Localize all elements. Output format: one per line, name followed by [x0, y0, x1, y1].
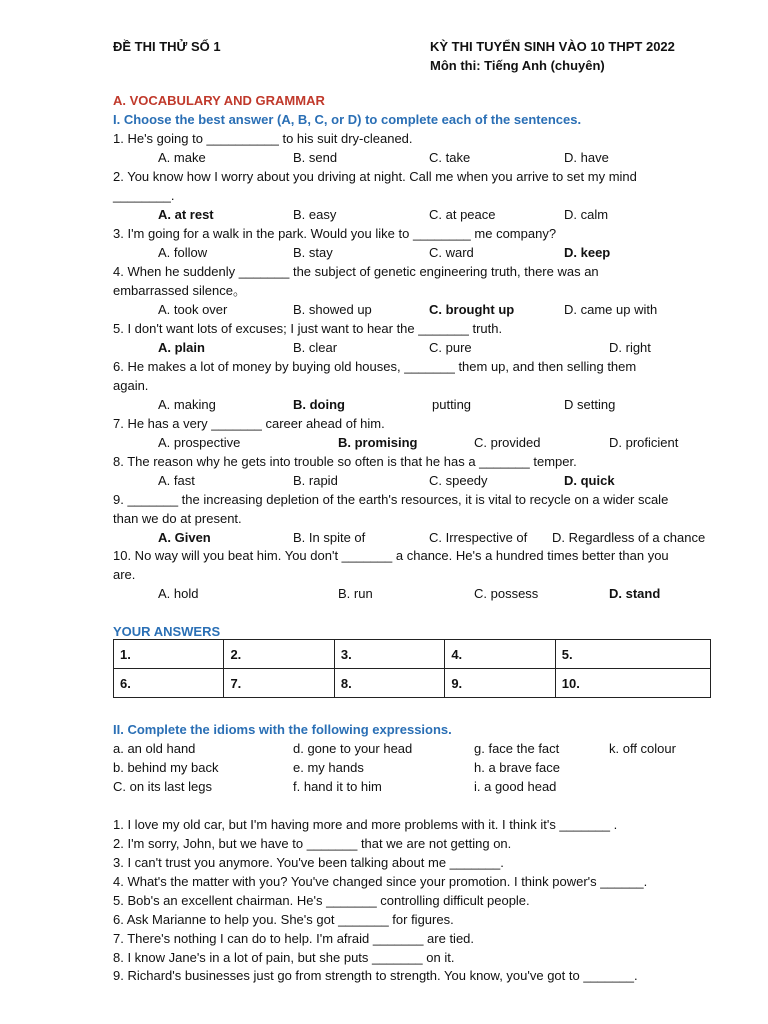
answer-cell-1[interactable]: 1.: [114, 640, 224, 669]
question-7: 7. He has a very _______ career ahead of him.: [113, 416, 385, 431]
q3-option-a: A. follow: [158, 245, 208, 260]
q7-option-b: B. promising: [338, 435, 418, 450]
q4-option-b: B. showed up: [293, 302, 372, 317]
exam-subject: Môn thi: Tiếng Anh (chuyên): [430, 58, 605, 73]
q5-option-d: D. right: [609, 340, 651, 355]
expression-b: b. behind my back: [113, 760, 219, 775]
q7-option-c: C. provided: [474, 435, 541, 450]
answer-cell-4[interactable]: 4.: [445, 640, 555, 669]
expression-h: h. a brave face: [474, 760, 560, 775]
question-3: 3. I'm going for a walk in the park. Would you like to ________ me company?: [113, 226, 557, 241]
q1-option-c: C. take: [429, 150, 471, 165]
q2-option-a: A. at rest: [158, 207, 214, 222]
expression-c: C. on its last legs: [113, 779, 212, 794]
q8-option-c: C. speedy: [429, 473, 488, 488]
question-10: 10. No way will you beat him. You don't _______ a chance. He's a hundred times better than you: [113, 548, 669, 563]
idiom-item-6: 6. Ask Marianne to help you. She's got _______ for figures.: [113, 912, 454, 927]
q10-option-c: C. possess: [474, 586, 539, 601]
q7-option-d: D. proficient: [609, 435, 679, 450]
answer-cell-8[interactable]: 8.: [334, 669, 444, 698]
q6-option-b: B. doing: [293, 397, 345, 412]
q6-option-c: putting: [432, 397, 472, 412]
expression-g: g. face the fact: [474, 741, 560, 756]
expression-a: a. an old hand: [113, 741, 196, 756]
q3-option-b: B. stay: [293, 245, 333, 260]
q1-option-b: B. send: [293, 150, 338, 165]
part1-instruction: I. Choose the best answer (A, B, C, or D) to complete each of the sentences.: [113, 112, 582, 127]
idiom-item-4: 4. What's the matter with you? You've changed since your promotion. I think power's ______.: [113, 874, 648, 889]
q4-option-a: A. took over: [158, 302, 228, 317]
idiom-item-5: 5. Bob's an excellent chairman. He's _______ controlling difficult people.: [113, 893, 530, 908]
answer-row: [114, 640, 711, 669]
question-5: 5. I don't want lots of excuses; I just want to hear the _______ truth.: [113, 321, 503, 336]
q2-option-b: B. easy: [293, 207, 337, 222]
question-4: 4. When he suddenly _______ the subject of genetic engineering truth, there was an: [113, 264, 599, 279]
section-a-title: A. VOCABULARY AND GRAMMAR: [113, 93, 325, 108]
q2-option-c: C. at peace: [429, 207, 496, 222]
answer-cell-6[interactable]: 6.: [114, 669, 224, 698]
q5-option-a: A. plain: [158, 340, 205, 355]
q5-option-b: B. clear: [293, 340, 338, 355]
question-2-cont: ________.: [113, 188, 175, 203]
idiom-item-8: 8. I know Jane's in a lot of pain, but she puts _______ on it.: [113, 950, 455, 965]
q9-option-c: C. Irrespective of: [429, 530, 528, 545]
question-8: 8. The reason why he gets into trouble so often is that he has a _______ temper.: [113, 454, 577, 469]
question-4-cont: embarrassed silence。: [113, 283, 246, 298]
q5-option-c: C. pure: [429, 340, 472, 355]
idiom-item-9: 9. Richard's businesses just go from strength to strength. You know, you've got to _______.: [113, 968, 638, 983]
question-9: 9. _______ the increasing depletion of the earth's resources, it is vital to recycle on a wider scale: [113, 492, 669, 507]
q8-option-b: B. rapid: [293, 473, 338, 488]
answer-row: [114, 669, 711, 698]
q4-option-c: C. brought up: [429, 302, 515, 317]
question-6: 6. He makes a lot of money by buying old houses, _______ them up, and then selling them: [113, 359, 637, 374]
idiom-item-1: 1. I love my old car, but I'm having more and more problems with it. I think it's _______ .: [113, 817, 618, 832]
expression-i: i. a good head: [474, 779, 557, 794]
exam-title: ĐỀ THI THỬ SỐ 1: [113, 39, 221, 54]
expression-k: k. off colour: [609, 741, 676, 756]
answers-title: YOUR ANSWERS: [113, 624, 221, 639]
question-1: 1. He's going to __________ to his suit dry-cleaned.: [113, 131, 413, 146]
question-10-cont: are.: [113, 567, 136, 582]
q3-option-c: C. ward: [429, 245, 474, 260]
q10-option-d: D. stand: [609, 586, 661, 601]
answer-cell-3[interactable]: 3.: [334, 640, 444, 669]
answer-cell-9[interactable]: 9.: [445, 669, 555, 698]
answer-table: [113, 639, 711, 698]
q10-option-a: A. hold: [158, 586, 199, 601]
q2-option-d: D. calm: [564, 207, 609, 222]
answer-cell-2[interactable]: 2.: [224, 640, 334, 669]
idiom-item-7: 7. There's nothing I can do to help. I'm afraid _______ are tied.: [113, 931, 475, 946]
idiom-item-3: 3. I can't trust you anymore. You've been talking about me _______.: [113, 855, 504, 870]
q7-option-a: A. prospective: [158, 435, 241, 450]
expression-e: e. my hands: [293, 760, 364, 775]
answer-cell-5[interactable]: 5.: [555, 640, 710, 669]
q10-option-b: B. run: [338, 586, 373, 601]
expression-f: f. hand it to him: [293, 779, 382, 794]
q6-option-d: D setting: [564, 397, 616, 412]
q9-option-a: A. Given: [158, 530, 211, 545]
q3-option-d: D. keep: [564, 245, 611, 260]
q9-option-b: B. In spite of: [293, 530, 366, 545]
q6-option-a: A. making: [158, 397, 216, 412]
part2-instruction: II. Complete the idioms with the following expressions.: [113, 722, 452, 737]
question-2: 2. You know how I worry about you driving at night. Call me when you arrive to set my mind: [113, 169, 637, 184]
q8-option-d: D. quick: [564, 473, 615, 488]
q4-option-d: D. came up with: [564, 302, 658, 317]
answer-cell-10[interactable]: 10.: [555, 669, 710, 698]
idiom-item-2: 2. I'm sorry, John, but we have to _______ that we are not getting on.: [113, 836, 512, 851]
q1-option-a: A. make: [158, 150, 206, 165]
answer-cell-7[interactable]: 7.: [224, 669, 334, 698]
q8-option-a: A. fast: [158, 473, 195, 488]
exam-name: KỲ THI TUYỂN SINH VÀO 10 THPT 2022: [430, 39, 675, 54]
q9-option-d: D. Regardless of a chance: [552, 530, 706, 545]
question-9-cont: than we do at present.: [113, 511, 242, 526]
question-6-cont: again.: [113, 378, 149, 393]
q1-option-d: D. have: [564, 150, 609, 165]
expression-d: d. gone to your head: [293, 741, 413, 756]
